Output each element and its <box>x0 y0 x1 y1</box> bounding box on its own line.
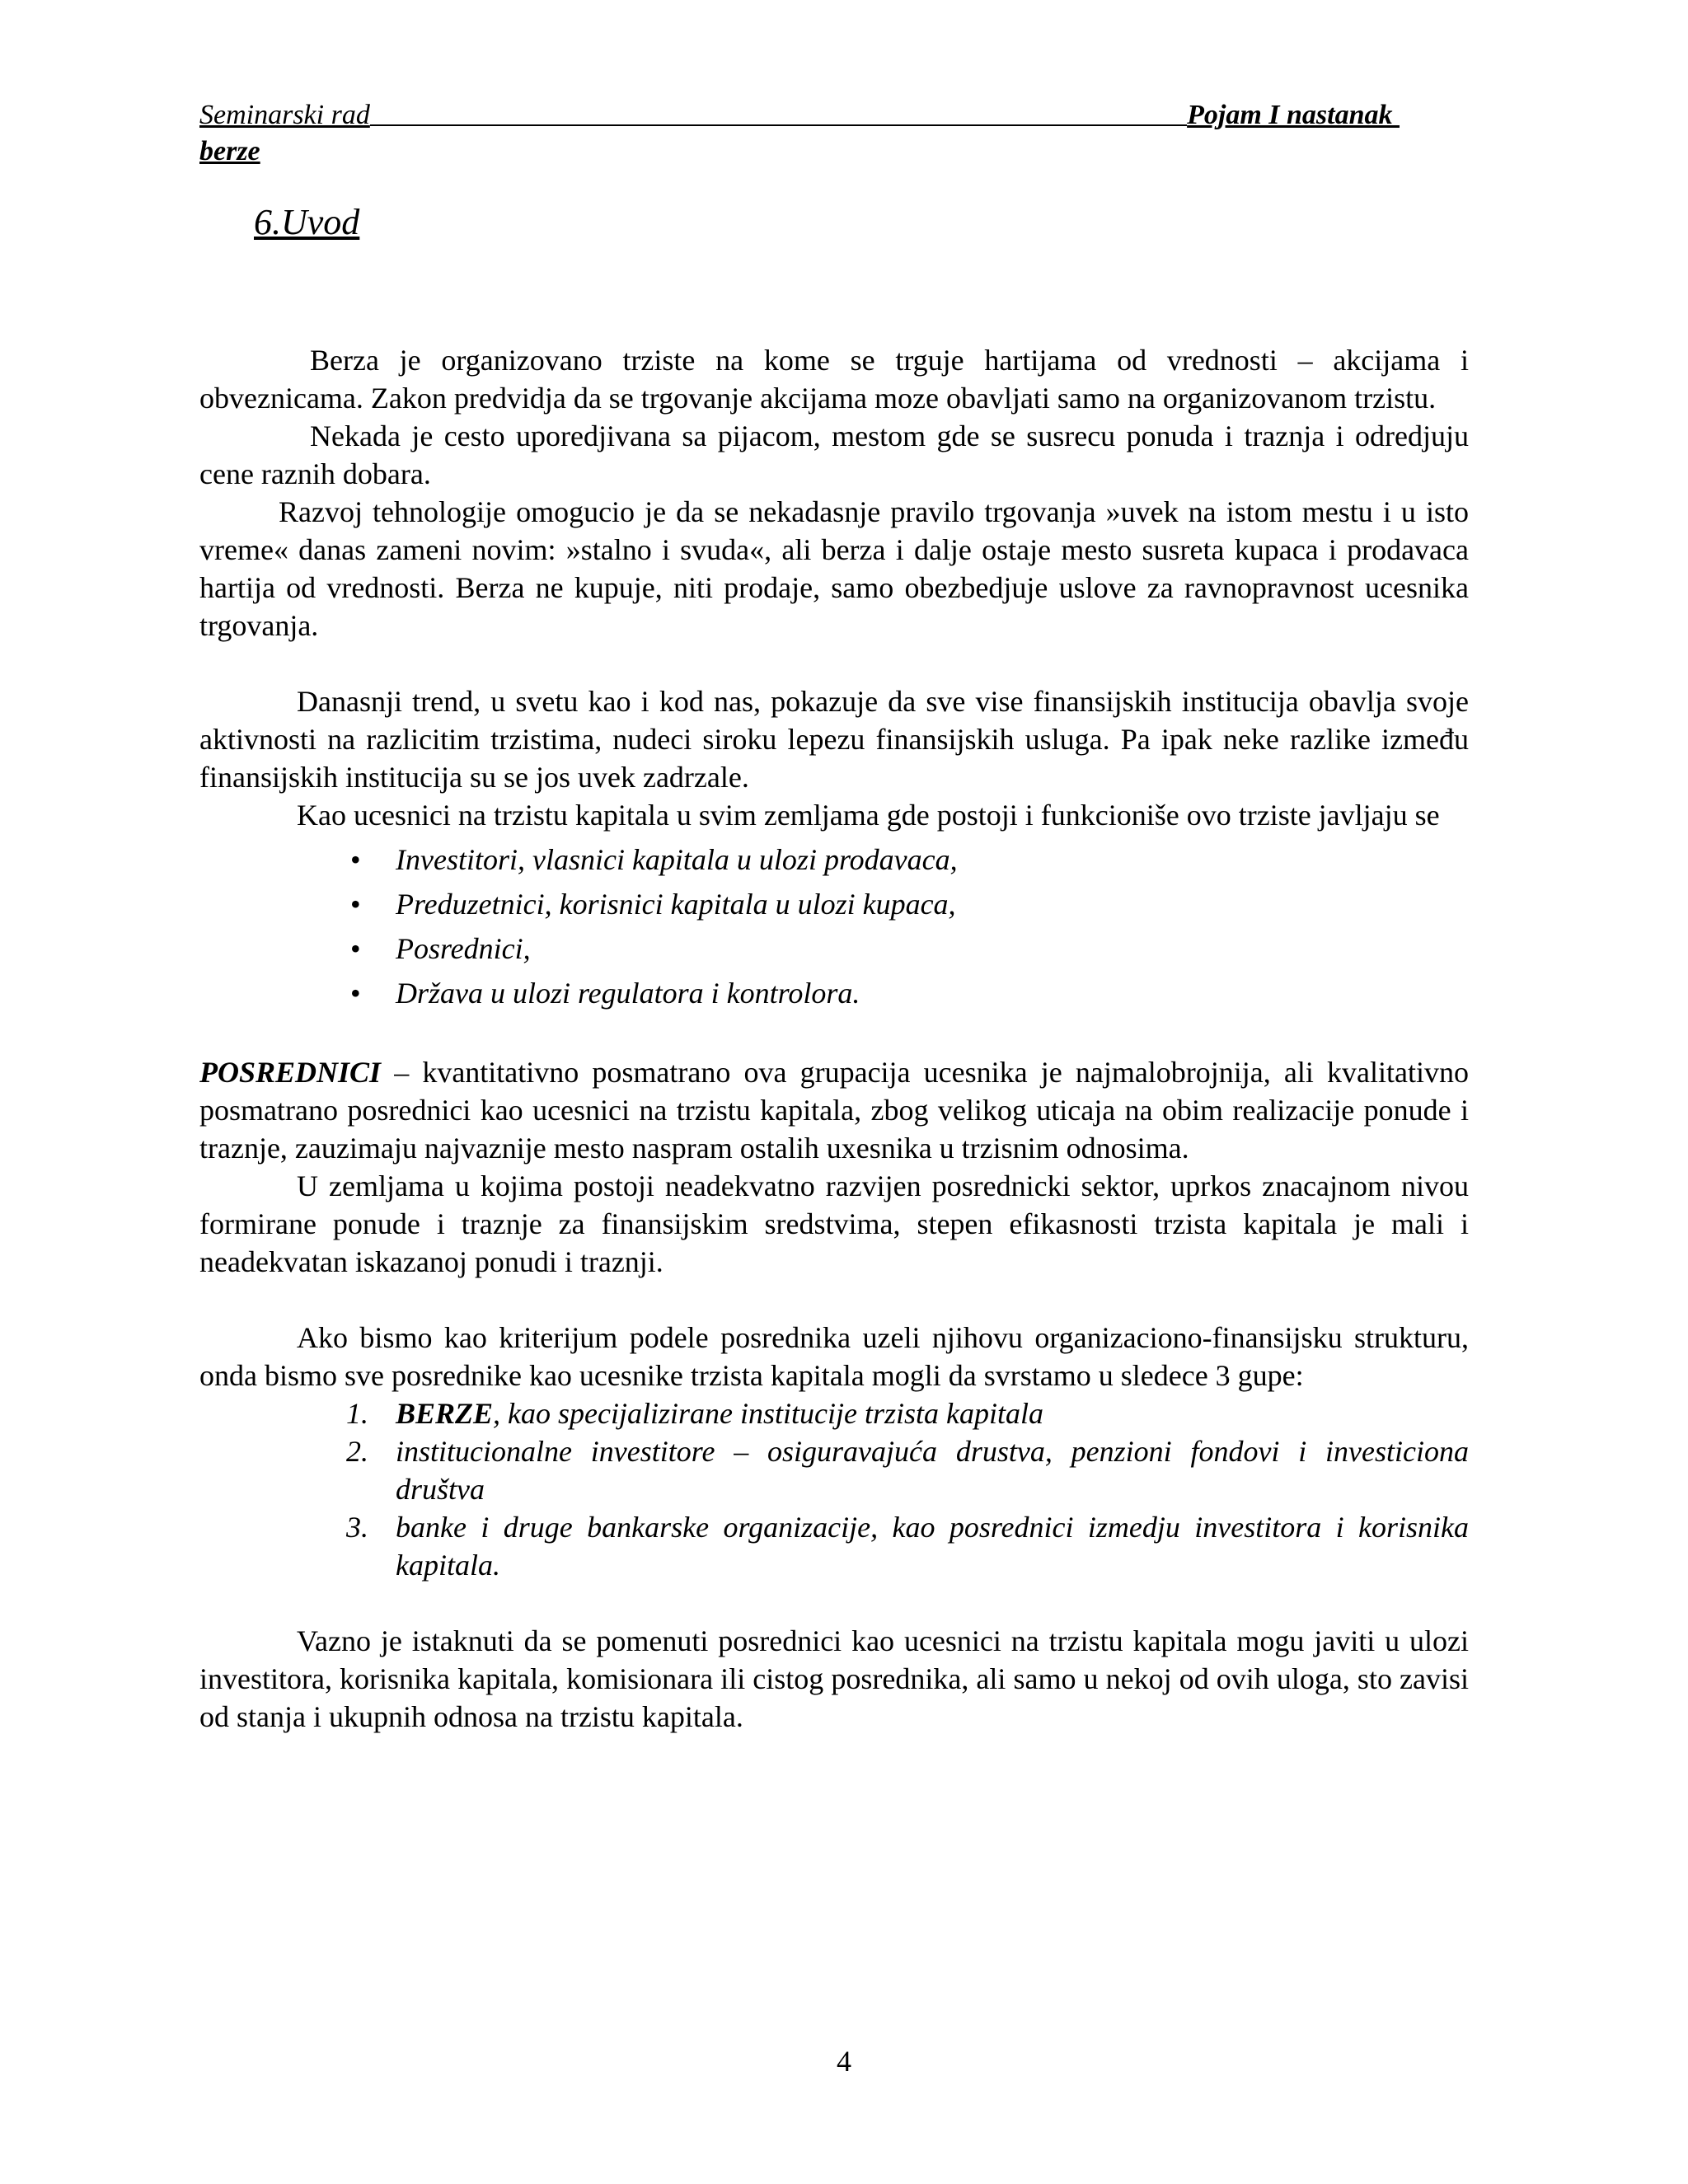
item-text: , kao specijalizirane institucije trzista kapitala <box>493 1397 1043 1430</box>
paragraph-text: – kvantitativno posmatrano ova grupacija ucesnika je najmalobrojnija, ali kvalitativno posmatrano posrednici kao ucesnici na trzistu kapitala, zbog velikog uticaja na obim realizacije ponude i traznje, zauzimaju najvaznije mesto naspram ostalih uxesnika u trzisnim odnosima. <box>199 1056 1469 1165</box>
header-second-line: berze <box>199 136 260 166</box>
header-left-text: Seminarski rad <box>199 100 370 130</box>
paragraph: Berza je organizovano trziste na kome se trguje hartijama od vrednosti – akcijama i obveznicama. Zakon predvidja da se trgovanje akcijama moze obavljati samo na organizovanom trzistu. <box>199 344 1469 415</box>
item-number: 3. <box>346 1511 368 1544</box>
item-number: 2. <box>346 1435 368 1468</box>
paragraph-gap <box>199 1015 1469 1053</box>
body-text <box>199 341 1469 1736</box>
header-right-text: Pojam I nastanak <box>1187 100 1400 130</box>
numbered-item <box>346 1432 1469 1508</box>
item-text: banke i druge bankarske organizacije, kao posrednici izmedju investitora i korisnika kapitala. <box>396 1511 1469 1582</box>
posrednici-heading: POSREDNICI <box>199 1056 382 1089</box>
paragraph-gap <box>199 1281 1469 1319</box>
groups-list <box>199 1394 1469 1584</box>
paragraph: Razvoj tehnologije omogucio je da se nekadasnje pravilo trgovanja »uvek na istom mestu i u isto vreme« danas zameni novim: »stalno i svuda«, ali berza i dalje ostaje mesto susreta kupaca i prodavaca hartija od vrednosti. Berza ne kupuje, niti prodaje, samo obezbedjuje uslove za ravnopravnost ucesnika trgovanja. <box>199 495 1469 642</box>
paragraph-gap <box>199 1584 1469 1622</box>
paragraph: U zemljama u kojima postoji neadekvatno razvijen posrednicki sektor, uprkos znacajnom nivou formirane ponude i traznje za finansijskim sredstvima, stepen efikasnosti trzista kapitala je mali i neadekvatan iskazanoj ponudi i traznji. <box>199 1169 1469 1278</box>
header-line <box>199 97 1400 134</box>
item-bold-text: BERZE <box>396 1397 494 1430</box>
running-header <box>199 97 1411 170</box>
list-item-text: Država u ulozi regulatora i kontrolora. <box>396 977 860 1010</box>
paragraph: Kao ucesnici na trzistu kapitala u svim zemljama gde postoji i funkcioniše ovo trziste javljaju se <box>297 799 1440 832</box>
paragraph-gap <box>199 644 1469 682</box>
item-text: institucionalne investitore – osiguravajuća drustva, penzioni fondovi i investiciona društva <box>396 1435 1469 1506</box>
bullet-icon: • <box>350 888 361 921</box>
bullet-icon: • <box>350 843 361 876</box>
bullet-icon: • <box>350 932 361 965</box>
header-rule <box>370 124 1187 126</box>
paragraph: Ako bismo kao kriterijum podele posrednika uzeli njihovu organizaciono-finansijsku strukturu, onda bismo sve posrednike kao ucesnike trzista kapitala mogli da svrstamo u sledece 3 gupe: <box>199 1321 1469 1392</box>
section-title: 6.Uvod <box>254 202 360 242</box>
participants-list <box>199 837 1469 1015</box>
paragraph: Vazno je istaknuti da se pomenuti posrednici kao ucesnici na trzistu kapitala mogu javiti u ulozi investitora, korisnika kapitala, komisionara ili cistog posrednika, ali samo u nekoj od ovih uloga, sto zavisi od stanja i ukupnih odnosa na trzistu kapitala. <box>199 1624 1469 1733</box>
list-item <box>350 882 1469 926</box>
list-item-text: Posrednici, <box>396 932 531 965</box>
list-item-text: Preduzetnici, korisnici kapitala u ulozi kupaca, <box>396 888 956 921</box>
list-item-text: Investitori, vlasnici kapitala u ulozi prodavaca, <box>396 843 958 876</box>
paragraph: Danasnji trend, u svetu kao i kod nas, pokazuje da sve vise finansijskih institucija obavlja svoje aktivnosti na razlicitim trzistima, nudeci siroku lepezu finansijskih usluga. Pa ipak neke razlike između finansijskih institucija su se jos uvek zadrzale. <box>199 685 1469 794</box>
item-number: 1. <box>346 1397 368 1430</box>
list-item <box>350 971 1469 1015</box>
list-item <box>350 837 1469 882</box>
paragraph <box>199 1053 1469 1167</box>
paragraph: Nekada je cesto uporedjivana sa pijacom, mestom gde se susrecu ponuda i traznja i odredjuju cene raznih dobara. <box>199 419 1469 490</box>
list-item <box>350 926 1469 971</box>
numbered-item <box>346 1508 1469 1584</box>
numbered-item <box>346 1394 1469 1432</box>
page-number: 4 <box>837 2045 851 2078</box>
bullet-icon: • <box>350 977 361 1010</box>
